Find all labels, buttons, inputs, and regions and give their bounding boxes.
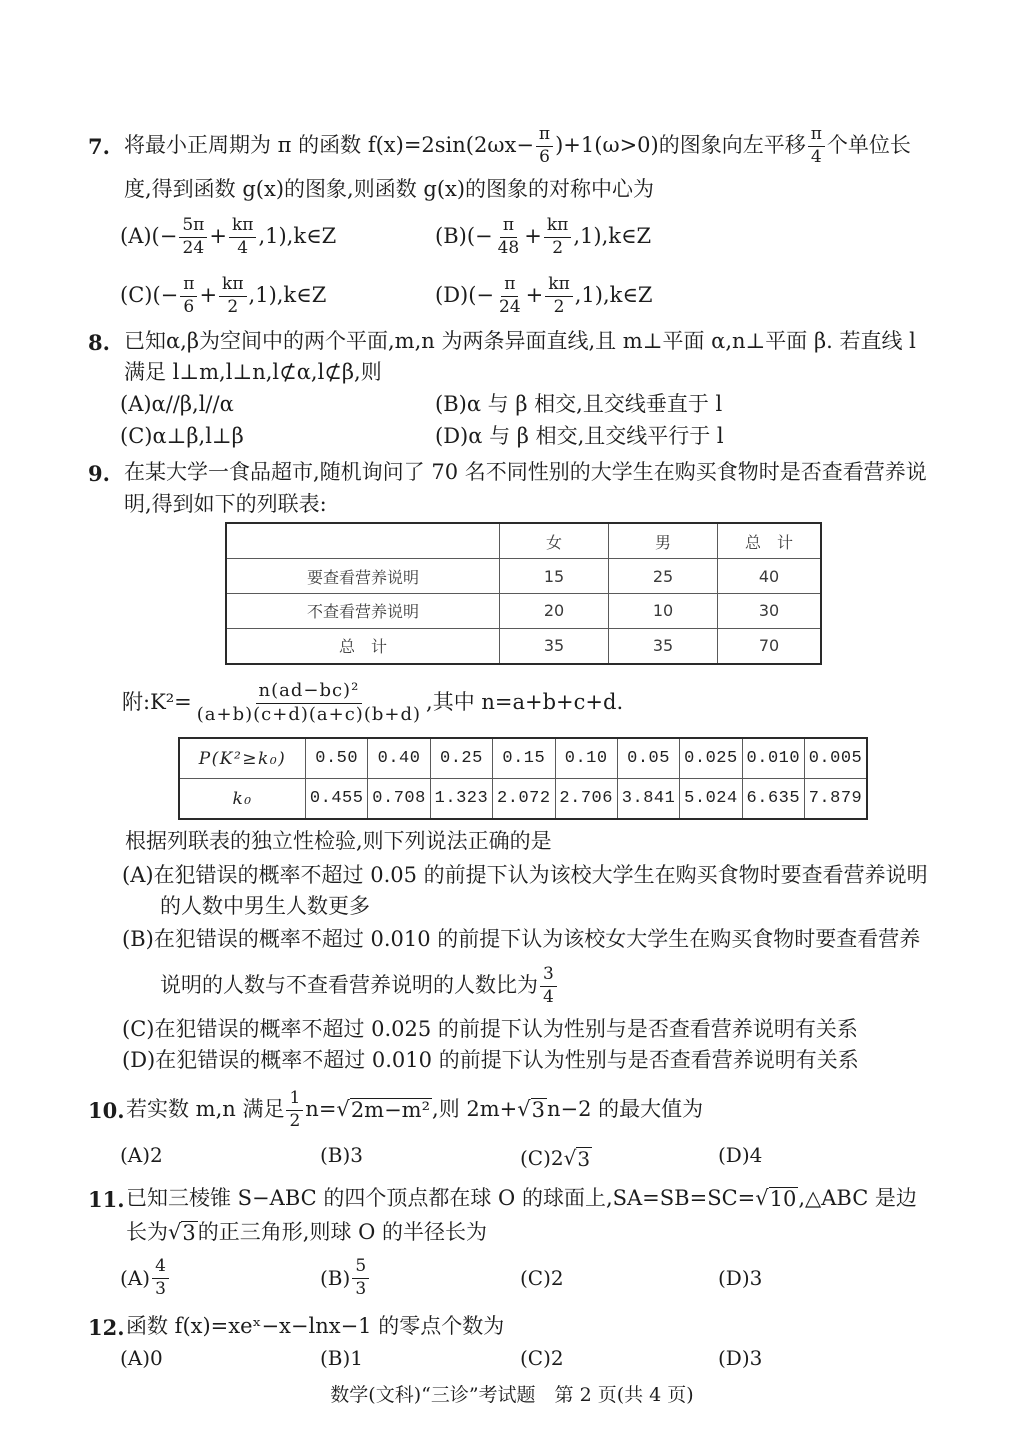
table-cell: 10 bbox=[609, 593, 718, 628]
fraction-denominator: 2 bbox=[552, 237, 564, 258]
fraction-numerator: π bbox=[536, 125, 553, 146]
fraction bbox=[229, 216, 256, 257]
q9-option-b bbox=[122, 916, 920, 964]
fraction-denominator: 4 bbox=[543, 986, 554, 1007]
text-run: (B)α 与 β 相交,且交线垂直于 l bbox=[435, 392, 723, 417]
text-run: (B)(− bbox=[435, 224, 493, 249]
table-cell: 40 bbox=[718, 559, 822, 594]
table-cell: 5.024 bbox=[680, 779, 742, 820]
q7-option-b bbox=[435, 213, 651, 261]
row-label: 总 计 bbox=[226, 628, 500, 664]
text-run: 说明的人数与不查看营养说明的人数比为 bbox=[160, 973, 538, 998]
text-run: 个单位长 bbox=[826, 133, 911, 158]
square-root bbox=[168, 1220, 198, 1245]
table-row bbox=[226, 559, 821, 594]
text-run: (B)3 bbox=[320, 1143, 364, 1167]
table-cell: 20 bbox=[500, 593, 609, 628]
table-cell: 0.005 bbox=[805, 738, 868, 779]
row-label: P(K²≥k₀) bbox=[179, 738, 306, 779]
fraction-numerator: 3 bbox=[540, 965, 557, 986]
text-run: n−2 的最大值为 bbox=[547, 1097, 704, 1122]
row-label: 要查看营养说明 bbox=[226, 559, 500, 594]
text-run: )+1(ω>0)的图象向左平移 bbox=[555, 133, 806, 158]
fraction-denominator: 24 bbox=[499, 296, 521, 317]
text-run: 长为 bbox=[126, 1220, 168, 1245]
text-run: + bbox=[525, 283, 544, 308]
fraction-numerator: π bbox=[180, 275, 197, 296]
q7-option-a bbox=[120, 213, 336, 261]
question-number: 11. bbox=[88, 1186, 125, 1212]
radicand: √ 3 bbox=[182, 1221, 196, 1246]
text-run: ,1),k∈Z bbox=[574, 283, 653, 308]
table-cell: 0.010 bbox=[742, 738, 804, 779]
fraction bbox=[219, 275, 246, 316]
fraction bbox=[808, 125, 825, 166]
q7-stem-line bbox=[124, 122, 911, 170]
fraction bbox=[194, 681, 424, 724]
fraction-denominator: 2 bbox=[553, 296, 565, 317]
q7-option-d bbox=[435, 272, 653, 320]
text-run: (C)在犯错误的概率不超过 0.025 的前提下认为性别与是否查看营养说明有关系 bbox=[122, 1017, 858, 1042]
q12-stem-line bbox=[126, 1303, 504, 1351]
q10-option-b bbox=[320, 1131, 363, 1179]
fraction-denominator: 3 bbox=[155, 1278, 166, 1299]
table-cell: 35 bbox=[609, 628, 718, 664]
table-row bbox=[226, 628, 821, 664]
text-run: (D)4 bbox=[718, 1143, 763, 1167]
table-cell: 2.706 bbox=[555, 779, 617, 820]
fraction-denominator: 24 bbox=[182, 237, 205, 258]
table-cell: 2.072 bbox=[493, 779, 555, 820]
text-run: ,△ABC 是边 bbox=[798, 1186, 917, 1211]
text-run: 根据列联表的独立性检验,则下列说法正确的是 bbox=[125, 829, 552, 854]
text-run: 若实数 m,n 满足 bbox=[126, 1097, 285, 1122]
table-cell: 35 bbox=[500, 628, 609, 664]
text-run: 明,得到如下的列联表: bbox=[124, 492, 327, 517]
question-number: 9. bbox=[88, 460, 110, 486]
fraction-denominator: 48 bbox=[497, 237, 520, 258]
row-label: 不查看营养说明 bbox=[226, 593, 500, 628]
text-run: 已知α,β为空间中的两个平面,m,n 为两条异面直线,且 m⊥平面 α,n⊥平面 β. 若直线 l bbox=[124, 329, 916, 354]
fraction-denominator: 2 bbox=[227, 296, 239, 317]
table-corner-cell bbox=[226, 523, 500, 559]
table-cell: 0.10 bbox=[555, 738, 617, 779]
text-run: (D)(− bbox=[435, 283, 495, 308]
fraction bbox=[540, 965, 557, 1006]
text-run: 附:K²= bbox=[122, 690, 192, 715]
fraction-denominator: 2 bbox=[289, 1110, 301, 1131]
square-root bbox=[336, 1097, 432, 1122]
text-run: (A)α//β,l//α bbox=[120, 392, 234, 417]
text-run: 函数 f(x)=xeˣ−x−lnx−1 的零点个数为 bbox=[126, 1314, 505, 1339]
fraction-numerator: n(ad−bc)² bbox=[256, 681, 363, 703]
text-run: (C)α⊥β,l⊥β bbox=[120, 424, 244, 449]
text-run: (A) bbox=[120, 1266, 151, 1290]
column-header: 男 bbox=[609, 523, 718, 559]
text-run: (D)3 bbox=[718, 1346, 763, 1370]
fraction bbox=[495, 216, 523, 257]
text-run: (A)在犯错误的概率不超过 0.05 的前提下认为该校大学生在购买食物时要查看营养说明 bbox=[122, 863, 928, 888]
k-squared-formula bbox=[122, 679, 623, 727]
column-header: 总 计 bbox=[718, 523, 822, 559]
q11-option-a bbox=[120, 1254, 171, 1302]
table-cell: 6.635 bbox=[742, 779, 804, 820]
fraction-numerator: kπ bbox=[545, 275, 572, 296]
table-cell: 0.05 bbox=[617, 738, 679, 779]
fraction-denominator: 6 bbox=[539, 146, 550, 167]
text-run: (B)在犯错误的概率不超过 0.010 的前提下认为该校女大学生在购买食物时要查看营养 bbox=[122, 927, 921, 952]
table-cell: 0.40 bbox=[368, 738, 430, 779]
square-root bbox=[564, 1146, 592, 1170]
q11-option-d bbox=[718, 1254, 762, 1302]
q11-option-c bbox=[520, 1254, 564, 1302]
table-cell: 1.323 bbox=[430, 779, 492, 820]
table-cell: 30 bbox=[718, 593, 822, 628]
text-run: (A)2 bbox=[120, 1143, 163, 1167]
text-run: (D)α 与 β 相交,且交线平行于 l bbox=[435, 424, 724, 449]
fraction bbox=[352, 1257, 369, 1298]
table-cell: 0.15 bbox=[493, 738, 555, 779]
page-footer: 数学(文科)“三诊”考试题 第 2 页(共 4 页) bbox=[330, 1383, 694, 1406]
radicand: √ 2m−m² bbox=[350, 1098, 431, 1123]
fraction-denominator: 6 bbox=[183, 296, 195, 317]
fraction-numerator: 1 bbox=[286, 1089, 303, 1110]
fraction-numerator: 4 bbox=[152, 1257, 169, 1278]
table-header-row bbox=[226, 523, 821, 559]
table-cell: 15 bbox=[500, 559, 609, 594]
q11-stem-line bbox=[126, 1209, 487, 1257]
q10-option-d bbox=[718, 1131, 762, 1179]
row-label: k₀ bbox=[179, 779, 306, 820]
text-run: ,则 2m+ bbox=[432, 1097, 518, 1122]
question-number: 8. bbox=[88, 329, 110, 355]
table-cell: 7.879 bbox=[805, 779, 868, 820]
column-header: 女 bbox=[500, 523, 609, 559]
contingency-table bbox=[225, 522, 822, 665]
text-run: (B) bbox=[320, 1266, 351, 1290]
table-cell: 70 bbox=[718, 628, 822, 664]
fraction-numerator: π bbox=[501, 275, 518, 296]
table-cell: 0.455 bbox=[306, 779, 368, 820]
text-run: n= bbox=[305, 1097, 337, 1122]
table-cell: 0.50 bbox=[306, 738, 368, 779]
question-number: 7. bbox=[88, 133, 110, 159]
text-run: (A)(− bbox=[120, 224, 178, 249]
text-run: (C)2 bbox=[520, 1146, 564, 1170]
fraction bbox=[180, 275, 197, 316]
table-cell: 0.708 bbox=[368, 779, 430, 820]
fraction bbox=[152, 1257, 169, 1298]
text-run: (C)2 bbox=[520, 1266, 564, 1290]
table-row bbox=[226, 593, 821, 628]
text-run: (D)3 bbox=[718, 1266, 763, 1290]
text-run: + bbox=[524, 224, 542, 249]
square-root bbox=[755, 1186, 798, 1211]
fraction-denominator: 4 bbox=[810, 146, 822, 167]
fraction-denominator: 4 bbox=[237, 237, 249, 258]
fraction bbox=[545, 275, 572, 316]
fraction bbox=[544, 216, 571, 257]
q7-option-c bbox=[120, 272, 326, 320]
text-run: + bbox=[209, 224, 227, 249]
fraction-numerator: 5 bbox=[352, 1257, 369, 1278]
table-row bbox=[179, 738, 867, 779]
q9-option-d bbox=[122, 1037, 859, 1085]
text-run: ,1),k∈Z bbox=[258, 224, 337, 249]
q7-stem-line bbox=[124, 166, 654, 214]
text-run: ,1),k∈Z bbox=[248, 283, 327, 308]
fraction-numerator: π bbox=[808, 125, 825, 146]
fraction bbox=[496, 275, 524, 316]
text-run: 的正三角形,则球 O 的半径长为 bbox=[197, 1220, 488, 1245]
fraction-numerator: 5π bbox=[179, 216, 207, 237]
text-run: 将最小正周期为 π 的函数 f(x)=2sin(2ωx− bbox=[124, 133, 534, 158]
text-run: 在某大学一食品超市,随机询问了 70 名不同性别的大学生在购买食物时是否查看营养说 bbox=[124, 460, 927, 485]
table-cell: 25 bbox=[609, 559, 718, 594]
radicand: √ 3 bbox=[577, 1146, 591, 1171]
text-run: ,1),k∈Z bbox=[573, 224, 652, 249]
radicand: √ 10 bbox=[769, 1187, 797, 1212]
q9-option-b-continued bbox=[160, 962, 559, 1010]
q10-option-a bbox=[120, 1131, 163, 1179]
text-run: (C)(− bbox=[120, 283, 179, 308]
question-number: 10. bbox=[88, 1097, 125, 1123]
fraction-numerator: π bbox=[500, 216, 517, 237]
fraction-numerator: kπ bbox=[219, 275, 246, 296]
text-run: (C)2 bbox=[520, 1346, 564, 1370]
fraction-numerator: kπ bbox=[544, 216, 571, 237]
square-root bbox=[517, 1097, 547, 1122]
fraction bbox=[286, 1089, 303, 1130]
text-run: (A)0 bbox=[120, 1346, 163, 1370]
text-run: + bbox=[199, 283, 218, 308]
text-run: (B)1 bbox=[320, 1346, 364, 1370]
fraction bbox=[536, 125, 553, 166]
radicand: √ 3 bbox=[531, 1098, 546, 1123]
fraction-numerator: kπ bbox=[229, 216, 256, 237]
text-run: 的人数中男生人数更多 bbox=[160, 894, 370, 919]
critical-value-table bbox=[178, 737, 868, 820]
q11-option-b bbox=[320, 1254, 371, 1302]
table-cell: 0.025 bbox=[680, 738, 742, 779]
q10-stem-line bbox=[126, 1086, 703, 1134]
text-run: (D)在犯错误的概率不超过 0.010 的前提下认为性别与是否查看营养说明有关系 bbox=[122, 1048, 859, 1073]
table-cell: 3.841 bbox=[617, 779, 679, 820]
text-run: 度,得到函数 g(x)的图象,则函数 g(x)的图象的对称中心为 bbox=[124, 177, 655, 202]
text-run: 满足 l⊥m,l⊥n,l⊄α,l⊄β,则 bbox=[124, 360, 382, 385]
text-run: ,其中 n=a+b+c+d. bbox=[426, 690, 624, 715]
fraction-denominator: (a+b)(c+d)(a+c)(b+d) bbox=[196, 703, 422, 725]
question-number: 12. bbox=[88, 1314, 125, 1340]
table-cell: 0.25 bbox=[430, 738, 492, 779]
fraction bbox=[179, 216, 207, 257]
table-row bbox=[179, 779, 867, 820]
text-run: 已知三棱锥 S−ABC 的四个顶点都在球 O 的球面上,SA=SB=SC= bbox=[126, 1186, 756, 1211]
fraction-denominator: 3 bbox=[355, 1278, 367, 1299]
